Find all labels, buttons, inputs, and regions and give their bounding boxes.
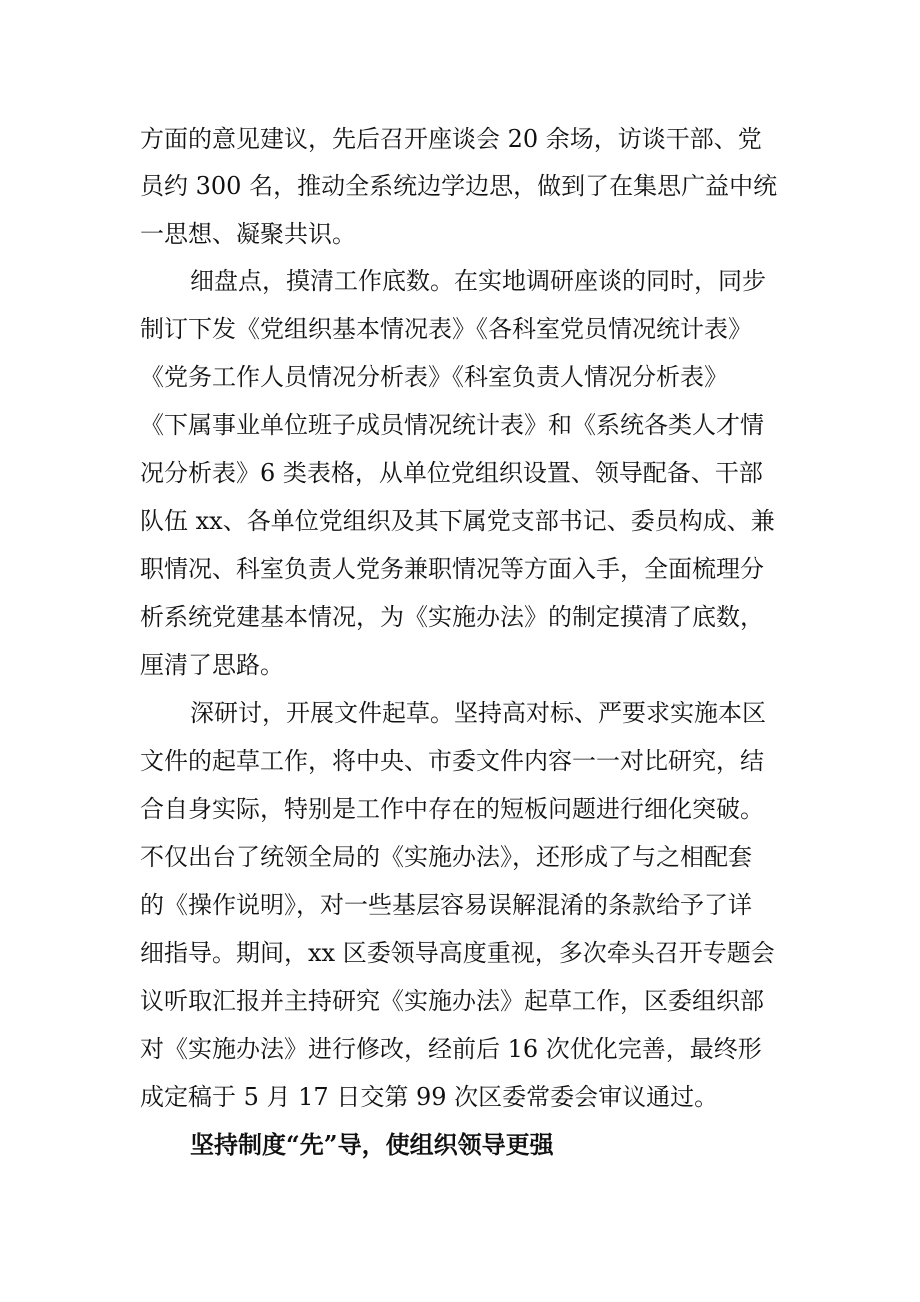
paragraph-line: 不仅出台了统领全局的《实施办法》，还形成了与之相配套 xyxy=(140,843,752,871)
paragraph-line: 合自身实际，特别是工作中存在的短板问题进行细化突破。 xyxy=(140,795,764,823)
paragraph-line: 制订下发《党组织基本情况表》《各科室党员情况统计表》 xyxy=(140,315,752,343)
paragraph-line: 的《操作说明》，对一些基层容易误解混淆的条款给予了详 xyxy=(140,891,752,919)
paragraph-line: 厘清了思路。 xyxy=(140,651,284,679)
paragraph-line: 文件的起草工作，将中央、市委文件内容一一对比研究，结 xyxy=(140,747,764,775)
paragraph-line: 队伍 xx、各单位党组织及其下属党支部书记、委员构成、兼 xyxy=(140,507,775,535)
paragraph-line: 议听取汇报并主持研究《实施办法》起草工作，区委组织部 xyxy=(140,987,764,1015)
paragraph-line: 《下属事业单位班子成员情况统计表》和《系统各类人才情 xyxy=(140,411,764,439)
paragraph-line: 员约 300 名，推动全系统边学边思，做到了在集思广益中统 xyxy=(140,172,778,200)
paragraph-line: 细盘点，摸清工作底数。在实地调研座谈的同时，同步 xyxy=(190,267,766,295)
paragraph-line: 对《实施办法》进行修改，经前后 16 次优化完善，最终形 xyxy=(140,1035,762,1063)
section-heading: 坚持制度“先”导，使组织领导更强 xyxy=(190,1130,554,1159)
paragraph-line: 一思想、凝聚共识。 xyxy=(140,220,356,248)
paragraph-line: 况分析表》6 类表格，从单位党组织设置、领导配备、干部 xyxy=(140,459,763,487)
paragraph-line: 析系统党建基本情况，为《实施办法》的制定摸清了底数， xyxy=(140,603,764,631)
paragraph-line: 细指导。期间，xx 区委领导高度重视，多次牵头召开专题会 xyxy=(140,939,775,967)
paragraph-line: 深研讨，开展文件起草。坚持高对标、严要求实施本区 xyxy=(190,699,766,727)
paragraph-line: 方面的意见建议，先后召开座谈会 20 余场，访谈干部、党 xyxy=(140,125,762,153)
paragraph-line: 职情况、科室负责人党务兼职情况等方面入手，全面梳理分 xyxy=(140,555,764,583)
paragraph-line: 《党务工作人员情况分析表》《科室负责人情况分析表》 xyxy=(140,363,728,391)
paragraph-line: 成定稿于 5 月 17 日交第 99 次区委常委会审议通过。 xyxy=(140,1083,719,1111)
